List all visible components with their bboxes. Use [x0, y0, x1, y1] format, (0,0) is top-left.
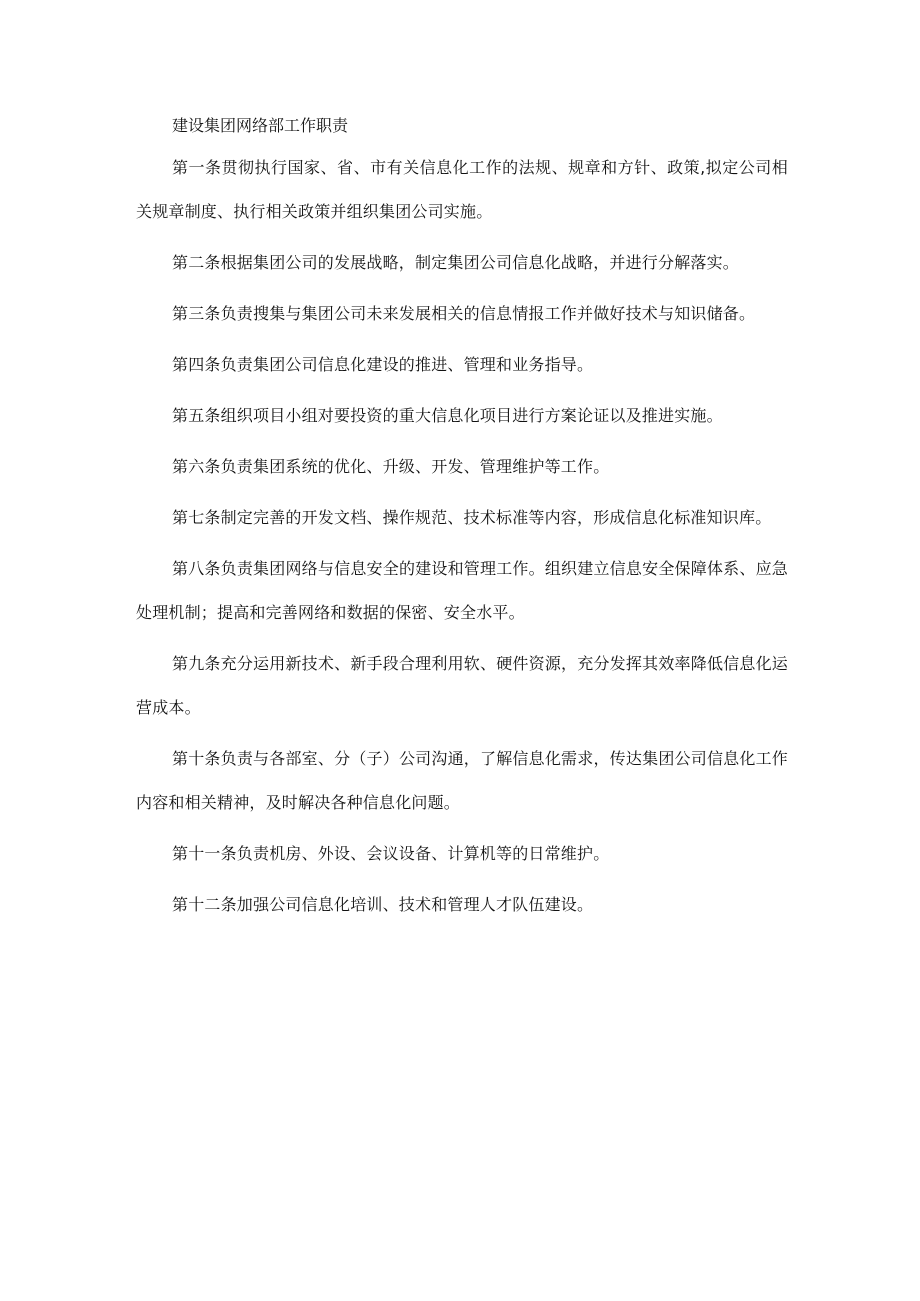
article-1: 第一条贯彻执行国家、省、市有关信息化工作的法规、规章和方针、政策,拟定公司相关规章制度、执行相关政策并组织集团公司实施。: [136, 158, 788, 221]
article-9: 第九条充分运用新技术、新手段合理利用软、硬件资源，充分发挥其效率降低信息化运营成本。: [136, 654, 788, 717]
article-7: 第七条制定完善的开发文档、操作规范、技术标准等内容，形成信息化标准知识库。: [172, 508, 772, 527]
article-2: 第二条根据集团公司的发展战略，制定集团公司信息化战略，并进行分解落实。: [172, 253, 740, 272]
article-8: 第八条负责集团网络与信息安全的建设和管理工作。组织建立信息安全保障体系、应急处理机制；提高和完善网络和数据的保密、安全水平。: [136, 559, 788, 622]
document-title: 建设集团网络部工作职责: [172, 116, 349, 135]
article-3: 第三条负责搜集与集团公司未来发展相关的信息情报工作并做好技术与知识储备。: [172, 304, 756, 323]
article-12: 第十二条加强公司信息化培训、技术和管理人才队伍建设。: [172, 895, 594, 914]
document-body: [136, 108, 788, 927]
article-5: 第五条组织项目小组对要投资的重大信息化项目进行方案论证以及推进实施。: [172, 406, 723, 425]
article-10: 第十条负责与各部室、分（子）公司沟通，了解信息化需求，传达集团公司信息化工作内容和相关精神，及时解决各种信息化问题。: [136, 749, 788, 812]
article-11: 第十一条负责机房、外设、会议设备、计算机等的日常维护。: [172, 844, 610, 863]
article-4: 第四条负责集团公司信息化建设的推进、管理和业务指导。: [172, 355, 594, 374]
article-6: 第六条负责集团系统的优化、升级、开发、管理维护等工作。: [172, 457, 610, 476]
